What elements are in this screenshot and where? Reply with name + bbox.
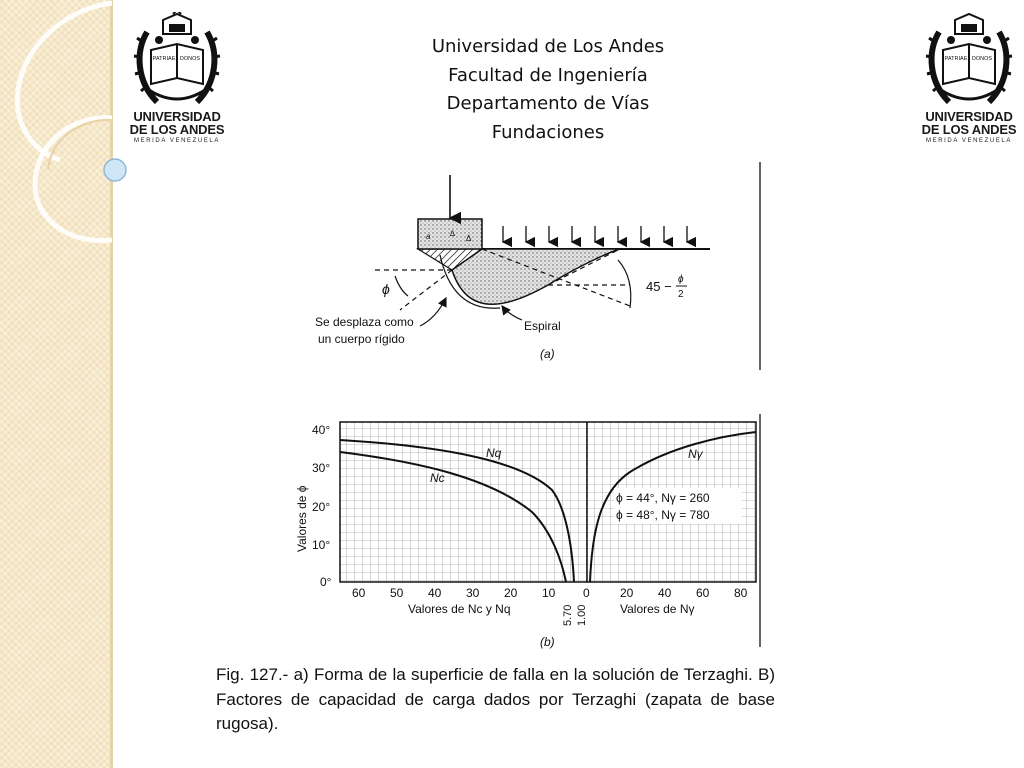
header-university: Universidad de Los Andes (431, 36, 665, 57)
x-tick-left-30: 30 (466, 586, 480, 600)
logo-left-title-line2: DE LOS ANDES (129, 122, 225, 137)
y-tick-20: 20° (312, 500, 331, 514)
sidebar-swirl-ornament (0, 0, 140, 260)
svg-text:∆: ∆ (450, 229, 455, 238)
logo-left-subtitle: MERIDA VENEZUELA (134, 138, 220, 144)
seal-book-left-text: PATRIAE (944, 56, 968, 62)
page-header (348, 33, 748, 147)
x-tick-right-40: 40 (658, 586, 672, 600)
right-x-axis-label: Valores de Nγ (620, 602, 695, 616)
spiral-shear-zone (452, 249, 620, 304)
ngamma-curve-label: Nγ (688, 447, 703, 461)
logo-left-title-line1: UNIVERSIDAD (133, 109, 221, 124)
x-tick-right-80: 80 (734, 586, 748, 600)
figure-b-bearing-capacity-chart (290, 412, 770, 657)
logo-right (921, 12, 1017, 144)
y-tick-0: 0° (320, 575, 332, 589)
x-tick-left-60: 60 (352, 586, 366, 600)
y-tick-40: 40° (312, 423, 331, 437)
x-tick-left-10: 10 (542, 586, 556, 600)
nq-curve-label: Nq (486, 446, 502, 460)
x-tick-right-60: 60 (696, 586, 710, 600)
seal-book-right-text: DONOS (179, 56, 201, 62)
label-5-70: 5.70 (562, 604, 574, 626)
angle-fraction-denominator: 2 (678, 289, 684, 300)
rigid-body-label-line2: un cuerpo rígido (318, 332, 405, 346)
y-axis-label: Valores de ϕ (295, 485, 309, 552)
note-phi-44: ϕ = 44°, Nγ = 260 (616, 491, 710, 505)
y-tick-30: 30° (312, 461, 331, 475)
figure-caption: Fig. 127.- a) Forma de la superficie de falla en la solución de Terzaghi. B) Factores de capacidad de carga dados por Terzaghi (zapata de base rugosa). (216, 665, 775, 733)
logo-left (129, 12, 225, 144)
svg-text:a: a (426, 232, 431, 241)
angle-fraction-numerator: ϕ (678, 274, 684, 285)
logo-right-subtitle: MERIDA VENEZUELA (926, 138, 1012, 144)
university-seal-icon (921, 12, 1017, 110)
left-x-axis-label: Valores de Nc y Nq (408, 602, 511, 616)
seal-book-right-text: DONOS (971, 56, 993, 62)
figure-a-caption: (a) (540, 347, 555, 361)
header-department: Departamento de Vías (446, 93, 650, 114)
x-tick-left-40: 40 (428, 586, 442, 600)
rigid-body-label-line1: Se desplaza como (315, 315, 414, 329)
header-course: Fundaciones (491, 121, 605, 143)
header-faculty: Facultad de Ingeniería (448, 64, 648, 86)
note-phi-48: ϕ = 48°, Nγ = 780 (616, 508, 710, 522)
nc-curve-label: Nc (430, 471, 445, 485)
logo-right-title-line1: UNIVERSIDAD (925, 109, 1013, 124)
spiral-label: Espiral (524, 319, 561, 333)
figure-b-caption: (b) (540, 635, 555, 649)
y-tick-10: 10° (312, 538, 331, 552)
x-tick-left-50: 50 (390, 586, 404, 600)
label-1-00: 1.00 (576, 604, 588, 626)
surcharge-arrows (503, 226, 687, 242)
logo-right-title-line2: DE LOS ANDES (921, 122, 1017, 137)
angle-label: 45 − (646, 279, 672, 294)
x-tick-right-20: 20 (620, 586, 634, 600)
sidebar-bubble-icon (104, 159, 126, 181)
seal-book-left-text: PATRIAE (152, 56, 176, 62)
figure-a-failure-surface (300, 160, 770, 380)
university-seal-icon (129, 12, 225, 110)
phi-angle-label: ϕ (382, 281, 390, 297)
x-tick-left-20: 20 (504, 586, 518, 600)
svg-text:Δ: Δ (466, 234, 472, 243)
x-tick-zero: 0 (583, 586, 590, 600)
